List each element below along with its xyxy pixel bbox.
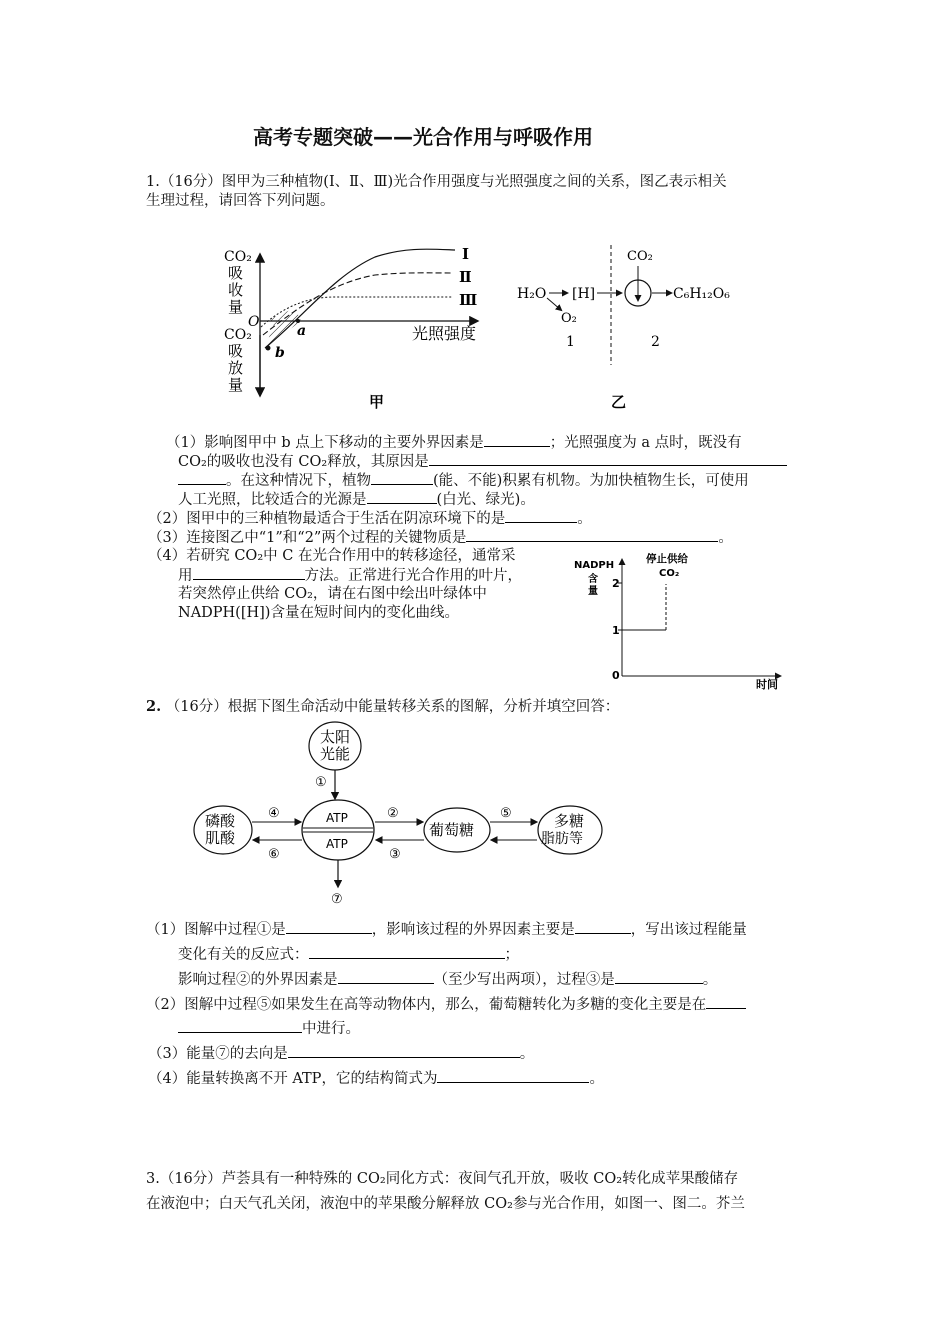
q1-p3: （3）连接图乙中“1”和“2”两个过程的关键物质是 。 bbox=[148, 527, 733, 548]
answer-blank-11[interactable] bbox=[309, 944, 505, 959]
caption-jia: 甲 bbox=[369, 393, 385, 410]
svg-text:吸: 吸 bbox=[228, 264, 244, 282]
q1-p1-line3: 。在这种情况下，植物 (能、不能)积累有机物。为加快植物生长，可使用 bbox=[178, 470, 749, 491]
figure-jia bbox=[215, 235, 490, 410]
q2-p1-line2: 变化有关的反应式： ； bbox=[178, 944, 519, 965]
q3-line2: 在液泡中；白天气孔关闭，液泡中的苹果酸分解释放 CO₂参与光合作用，如图一、图二。芥兰 bbox=[146, 1196, 745, 1212]
q1-p4-line4: NADPH([H])含量在短时间内的变化曲线。 bbox=[178, 605, 459, 621]
answer-blank-3[interactable] bbox=[178, 470, 226, 485]
svg-text:②: ② bbox=[387, 806, 399, 821]
answer-blank-6[interactable] bbox=[505, 508, 577, 523]
q2-p1-line1: （1）图解中过程①是 ，影响该过程的外界因素主要是 ，写出该过程能量 bbox=[146, 919, 747, 940]
answer-blank-1[interactable] bbox=[484, 432, 550, 447]
svg-text:光能: 光能 bbox=[320, 745, 351, 763]
svg-text:磷酸: 磷酸 bbox=[205, 812, 236, 830]
page-title: 高考专题突破——光合作用与呼吸作用 bbox=[253, 125, 593, 149]
atp-node bbox=[302, 800, 374, 860]
svg-text:含: 含 bbox=[588, 574, 598, 585]
svg-text:⑦: ⑦ bbox=[331, 892, 343, 907]
svg-text:①: ① bbox=[315, 775, 327, 790]
svg-text:Ⅱ: Ⅱ bbox=[459, 268, 472, 286]
q2-stem: 2. （16分）根据下图生命活动中能量转移关系的图解，分析并填空回答： bbox=[146, 698, 620, 715]
svg-text:多糖: 多糖 bbox=[554, 812, 585, 830]
q1-stem-line1: 1.（16分）图甲为三种植物(Ⅰ、Ⅱ、Ⅲ)光合作用强度与光照强度之间的关系，图乙表示相关 bbox=[146, 174, 727, 190]
svg-text:ATP: ATP bbox=[326, 837, 348, 851]
svg-text:⑤: ⑤ bbox=[500, 806, 512, 821]
svg-text:量: 量 bbox=[228, 298, 244, 316]
answer-blank-5[interactable] bbox=[367, 489, 437, 504]
svg-text:CO₂: CO₂ bbox=[627, 249, 653, 264]
y-label-co2-bottom: CO₂ bbox=[224, 327, 252, 343]
energy-diagram bbox=[190, 718, 610, 908]
svg-text:收: 收 bbox=[228, 281, 244, 299]
svg-text:NADPH: NADPH bbox=[574, 560, 615, 571]
svg-text:ATP: ATP bbox=[326, 811, 348, 825]
svg-text:2: 2 bbox=[612, 577, 620, 590]
answer-blank-8[interactable] bbox=[193, 565, 305, 580]
svg-text:③: ③ bbox=[389, 847, 401, 862]
y-label-co2-top: CO₂ bbox=[224, 249, 252, 265]
answer-blank-7[interactable] bbox=[466, 527, 718, 542]
answer-blank-17[interactable] bbox=[437, 1068, 589, 1083]
svg-text:H₂O: H₂O bbox=[517, 286, 547, 302]
q1-p1-line2: CO₂的吸收也没有 CO₂释放，其原因是 bbox=[178, 451, 787, 472]
svg-text:a: a bbox=[297, 323, 307, 339]
svg-text:量: 量 bbox=[228, 376, 244, 394]
svg-text:太阳: 太阳 bbox=[320, 728, 351, 746]
svg-text:葡萄糖: 葡萄糖 bbox=[429, 821, 475, 839]
svg-text:吸: 吸 bbox=[228, 342, 244, 360]
svg-text:Ⅲ: Ⅲ bbox=[459, 291, 478, 309]
q3-line1: 3.（16分）芦荟具有一种特殊的 CO₂同化方式：夜间气孔开放，吸收 CO₂转化成苹果酸储存 bbox=[146, 1171, 739, 1187]
q1-p4-line3: 若突然停止供给 CO₂，请在右图中绘出叶绿体中 bbox=[178, 586, 487, 602]
nadph-chart[interactable] bbox=[570, 548, 790, 690]
answer-blank-12[interactable] bbox=[338, 969, 434, 984]
svg-text:肌酸: 肌酸 bbox=[205, 829, 236, 847]
svg-text:量: 量 bbox=[588, 586, 598, 597]
svg-text:2: 2 bbox=[651, 334, 660, 350]
svg-text:b: b bbox=[275, 345, 285, 361]
q1-p2: （2）图甲中的三种植物最适合于生活在阴凉环境下的是 。 bbox=[148, 508, 592, 529]
svg-text:④: ④ bbox=[268, 806, 280, 821]
answer-blank-4[interactable] bbox=[371, 470, 433, 485]
svg-text:[H]: [H] bbox=[572, 286, 596, 302]
q1-p4-line1: （4）若研究 CO₂中 C 在光合作用中的转移途径，通常采 bbox=[148, 548, 516, 564]
q2-p2-line1: （2）图解中过程⑤如果发生在高等动物体内，那么，葡萄糖转化为多糖的变化主要是在 bbox=[146, 994, 746, 1015]
caption-yi: 乙 bbox=[611, 393, 627, 410]
svg-text:C₆H₁₂O₆: C₆H₁₂O₆ bbox=[673, 286, 730, 302]
svg-text:停止供给: 停止供给 bbox=[646, 553, 688, 565]
q2-p1-line3: 影响过程②的外界因素是 （至少写出两项），过程③是 。 bbox=[178, 969, 717, 990]
q1-p4-line2: 用 方法。正常进行光合作用的叶片， bbox=[178, 565, 522, 586]
q2-p4: （4）能量转换离不开 ATP，它的结构简式为 。 bbox=[148, 1068, 604, 1089]
svg-text:O: O bbox=[248, 314, 260, 330]
svg-text:Ⅰ: Ⅰ bbox=[462, 245, 470, 263]
q1-stem-line2: 生理过程，请回答下列问题。 bbox=[146, 193, 335, 209]
answer-blank-10[interactable] bbox=[575, 919, 631, 934]
svg-text:脂肪等: 脂肪等 bbox=[541, 831, 583, 847]
svg-text:放: 放 bbox=[228, 359, 244, 377]
answer-blank-14[interactable] bbox=[706, 994, 746, 1009]
q1-p1-line1: （1）影响图甲中 b 点上下移动的主要外界因素是 ；光照强度为 a 点时，既没有 bbox=[166, 432, 742, 453]
figure-yi bbox=[515, 240, 745, 410]
answer-blank-13[interactable] bbox=[615, 969, 703, 984]
q2-p2-line2: 中进行。 bbox=[178, 1018, 360, 1039]
answer-blank-9[interactable] bbox=[286, 919, 372, 934]
svg-text:1: 1 bbox=[566, 334, 575, 350]
svg-text:1: 1 bbox=[612, 624, 620, 637]
answer-blank-16[interactable] bbox=[288, 1043, 520, 1058]
answer-blank-2[interactable] bbox=[429, 451, 787, 466]
svg-text:⑥: ⑥ bbox=[268, 847, 280, 862]
svg-text:时间: 时间 bbox=[756, 678, 778, 690]
q1-p1-line4: 人工光照，比较适合的光源是 (白光、绿光)。 bbox=[178, 489, 535, 510]
answer-blank-15[interactable] bbox=[178, 1018, 302, 1033]
point-b bbox=[266, 346, 271, 351]
x-axis-label: 光照强度 bbox=[412, 324, 477, 343]
svg-text:0: 0 bbox=[612, 669, 620, 682]
svg-text:O₂: O₂ bbox=[561, 311, 577, 326]
q2-p3: （3）能量⑦的去向是 。 bbox=[148, 1043, 534, 1064]
svg-text:CO₂: CO₂ bbox=[659, 568, 680, 579]
